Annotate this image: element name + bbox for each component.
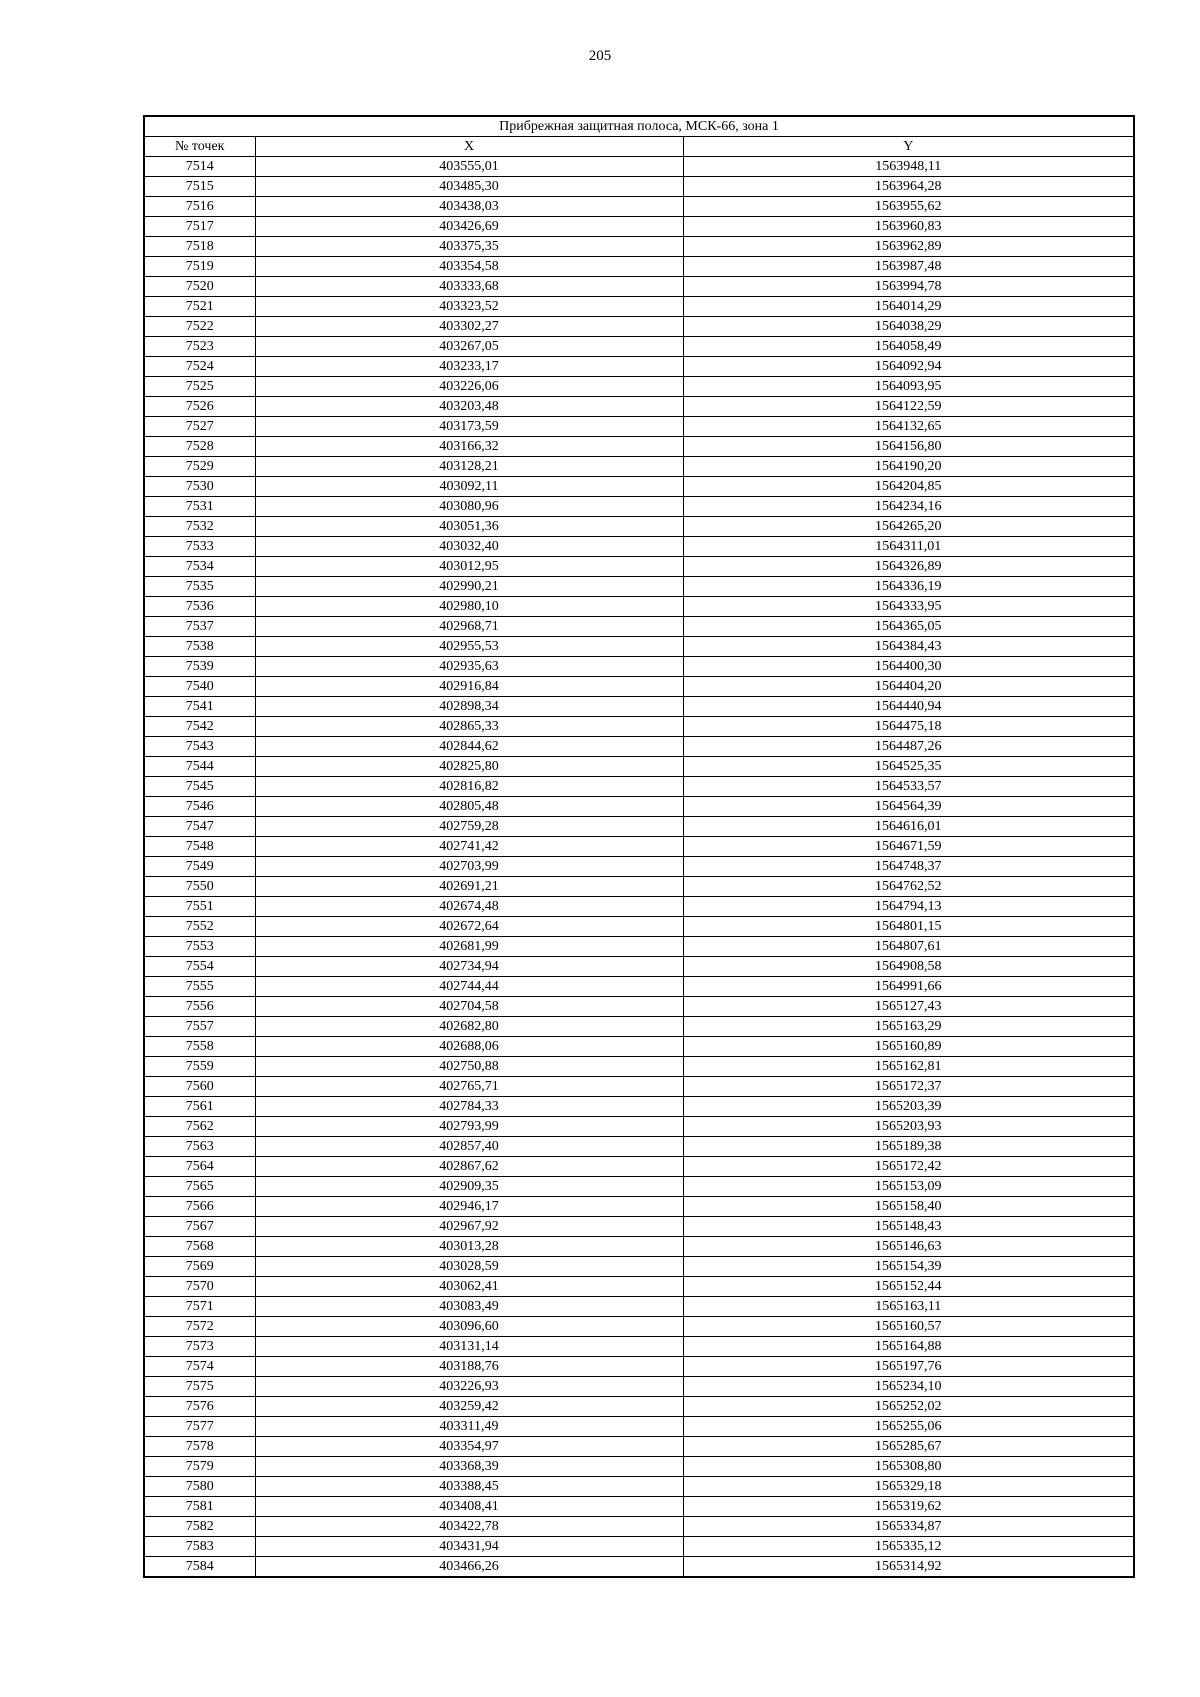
cell-point-number: 7566 <box>144 1197 255 1217</box>
cell-point-number: 7542 <box>144 717 255 737</box>
table-row <box>144 677 1134 697</box>
table-row <box>144 237 1134 257</box>
cell-point-number: 7577 <box>144 1417 255 1437</box>
cell-y: 1564671,59 <box>683 837 1134 857</box>
cell-y: 1564475,18 <box>683 717 1134 737</box>
table-row <box>144 417 1134 437</box>
cell-point-number: 7559 <box>144 1057 255 1077</box>
cell-x: 403311,49 <box>255 1417 683 1437</box>
cell-y: 1564326,89 <box>683 557 1134 577</box>
cell-x: 403233,17 <box>255 357 683 377</box>
page-number: 205 <box>588 48 612 64</box>
table-row <box>144 1077 1134 1097</box>
cell-point-number: 7543 <box>144 737 255 757</box>
table-row <box>144 997 1134 1017</box>
table-row <box>144 1237 1134 1257</box>
table-row <box>144 1437 1134 1457</box>
table-row <box>144 1537 1134 1557</box>
cell-point-number: 7580 <box>144 1477 255 1497</box>
cell-x: 402867,62 <box>255 1157 683 1177</box>
cell-y: 1564038,29 <box>683 317 1134 337</box>
cell-y: 1564014,29 <box>683 297 1134 317</box>
cell-point-number: 7526 <box>144 397 255 417</box>
cell-y: 1565234,10 <box>683 1377 1134 1397</box>
cell-point-number: 7529 <box>144 457 255 477</box>
cell-point-number: 7558 <box>144 1037 255 1057</box>
table-row <box>144 297 1134 317</box>
cell-point-number: 7516 <box>144 197 255 217</box>
cell-y: 1565146,63 <box>683 1237 1134 1257</box>
cell-point-number: 7530 <box>144 477 255 497</box>
cell-x: 402946,17 <box>255 1197 683 1217</box>
cell-point-number: 7551 <box>144 897 255 917</box>
cell-x: 402968,71 <box>255 617 683 637</box>
table-row <box>144 457 1134 477</box>
table-row <box>144 1317 1134 1337</box>
cell-x: 403375,35 <box>255 237 683 257</box>
cell-point-number: 7550 <box>144 877 255 897</box>
cell-x: 403083,49 <box>255 1297 683 1317</box>
table-row <box>144 957 1134 977</box>
table-row <box>144 1057 1134 1077</box>
cell-point-number: 7565 <box>144 1177 255 1197</box>
cell-x: 403422,78 <box>255 1517 683 1537</box>
cell-point-number: 7575 <box>144 1377 255 1397</box>
cell-x: 403080,96 <box>255 497 683 517</box>
cell-y: 1563964,28 <box>683 177 1134 197</box>
table-row <box>144 897 1134 917</box>
cell-y: 1563994,78 <box>683 277 1134 297</box>
cell-x: 403408,41 <box>255 1497 683 1517</box>
table-row <box>144 277 1134 297</box>
cell-point-number: 7554 <box>144 957 255 977</box>
cell-y: 1564122,59 <box>683 397 1134 417</box>
cell-y: 1565158,40 <box>683 1197 1134 1217</box>
cell-y: 1564204,85 <box>683 477 1134 497</box>
cell-point-number: 7572 <box>144 1317 255 1337</box>
cell-y: 1564794,13 <box>683 897 1134 917</box>
table-row <box>144 437 1134 457</box>
table-row <box>144 1557 1134 1578</box>
cell-y: 1565255,06 <box>683 1417 1134 1437</box>
cell-y: 1564564,39 <box>683 797 1134 817</box>
cell-y: 1565203,93 <box>683 1117 1134 1137</box>
cell-y: 1564801,15 <box>683 917 1134 937</box>
cell-y: 1565285,67 <box>683 1437 1134 1457</box>
table-row <box>144 337 1134 357</box>
table-row <box>144 717 1134 737</box>
cell-y: 1564311,01 <box>683 537 1134 557</box>
table-row <box>144 797 1134 817</box>
cell-point-number: 7576 <box>144 1397 255 1417</box>
table-row <box>144 1217 1134 1237</box>
table-row <box>144 177 1134 197</box>
cell-x: 403128,21 <box>255 457 683 477</box>
cell-point-number: 7583 <box>144 1537 255 1557</box>
cell-x: 403388,45 <box>255 1477 683 1497</box>
cell-x: 403166,32 <box>255 437 683 457</box>
cell-y: 1564156,80 <box>683 437 1134 457</box>
cell-x: 403426,69 <box>255 217 683 237</box>
cell-y: 1564440,94 <box>683 697 1134 717</box>
table-row <box>144 197 1134 217</box>
cell-point-number: 7525 <box>144 377 255 397</box>
cell-x: 402955,53 <box>255 637 683 657</box>
cell-x: 403368,39 <box>255 1457 683 1477</box>
cell-point-number: 7517 <box>144 217 255 237</box>
cell-point-number: 7520 <box>144 277 255 297</box>
table-row <box>144 837 1134 857</box>
cell-x: 402741,42 <box>255 837 683 857</box>
table-row <box>144 537 1134 557</box>
cell-y: 1564336,19 <box>683 577 1134 597</box>
table-row <box>144 1117 1134 1137</box>
cell-point-number: 7519 <box>144 257 255 277</box>
cell-y: 1564234,16 <box>683 497 1134 517</box>
coordinates-table <box>143 115 1135 1578</box>
table-row <box>144 1037 1134 1057</box>
table-row <box>144 1377 1134 1397</box>
cell-y: 1564762,52 <box>683 877 1134 897</box>
table-row <box>144 1397 1134 1417</box>
cell-x: 402805,48 <box>255 797 683 817</box>
table-row <box>144 1497 1134 1517</box>
cell-point-number: 7539 <box>144 657 255 677</box>
cell-y: 1565152,44 <box>683 1277 1134 1297</box>
cell-x: 403302,27 <box>255 317 683 337</box>
cell-point-number: 7561 <box>144 1097 255 1117</box>
table-row <box>144 397 1134 417</box>
cell-y: 1564132,65 <box>683 417 1134 437</box>
cell-y: 1565172,37 <box>683 1077 1134 1097</box>
cell-point-number: 7528 <box>144 437 255 457</box>
cell-point-number: 7564 <box>144 1157 255 1177</box>
cell-point-number: 7533 <box>144 537 255 557</box>
cell-y: 1565319,62 <box>683 1497 1134 1517</box>
cell-point-number: 7581 <box>144 1497 255 1517</box>
table-row <box>144 1177 1134 1197</box>
cell-x: 403431,94 <box>255 1537 683 1557</box>
cell-point-number: 7552 <box>144 917 255 937</box>
table-row <box>144 497 1134 517</box>
cell-x: 403438,03 <box>255 197 683 217</box>
cell-x: 403028,59 <box>255 1257 683 1277</box>
cell-y: 1565334,87 <box>683 1517 1134 1537</box>
cell-y: 1565163,29 <box>683 1017 1134 1037</box>
table-row <box>144 317 1134 337</box>
cell-y: 1564404,20 <box>683 677 1134 697</box>
table-row <box>144 1477 1134 1497</box>
cell-y: 1563955,62 <box>683 197 1134 217</box>
cell-x: 402909,35 <box>255 1177 683 1197</box>
cell-point-number: 7579 <box>144 1457 255 1477</box>
cell-point-number: 7556 <box>144 997 255 1017</box>
cell-x: 403013,28 <box>255 1237 683 1257</box>
cell-x: 403354,58 <box>255 257 683 277</box>
cell-x: 403555,01 <box>255 157 683 177</box>
cell-y: 1565197,76 <box>683 1357 1134 1377</box>
cell-point-number: 7573 <box>144 1337 255 1357</box>
cell-x: 402750,88 <box>255 1057 683 1077</box>
cell-y: 1565162,81 <box>683 1057 1134 1077</box>
cell-point-number: 7555 <box>144 977 255 997</box>
table-row <box>144 1097 1134 1117</box>
table-row <box>144 757 1134 777</box>
cell-point-number: 7549 <box>144 857 255 877</box>
cell-x: 402672,64 <box>255 917 683 937</box>
table-caption: Прибрежная защитная полоса, МСК-66, зона 1 <box>144 116 1134 137</box>
table-body <box>144 157 1134 1578</box>
table-row <box>144 937 1134 957</box>
cell-x: 402844,62 <box>255 737 683 757</box>
table-row <box>144 1157 1134 1177</box>
cell-x: 403259,42 <box>255 1397 683 1417</box>
cell-point-number: 7584 <box>144 1557 255 1578</box>
cell-y: 1565164,88 <box>683 1337 1134 1357</box>
cell-x: 403323,52 <box>255 297 683 317</box>
cell-point-number: 7540 <box>144 677 255 697</box>
cell-x: 403012,95 <box>255 557 683 577</box>
cell-point-number: 7568 <box>144 1237 255 1257</box>
cell-y: 1564058,49 <box>683 337 1134 357</box>
cell-point-number: 7569 <box>144 1257 255 1277</box>
cell-x: 402967,92 <box>255 1217 683 1237</box>
table-row <box>144 557 1134 577</box>
cell-y: 1564807,61 <box>683 937 1134 957</box>
cell-point-number: 7523 <box>144 337 255 357</box>
cell-x: 402682,80 <box>255 1017 683 1037</box>
cell-y: 1564991,66 <box>683 977 1134 997</box>
cell-y: 1565308,80 <box>683 1457 1134 1477</box>
cell-y: 1564908,58 <box>683 957 1134 977</box>
cell-y: 1564400,30 <box>683 657 1134 677</box>
cell-x: 403131,14 <box>255 1337 683 1357</box>
cell-x: 402857,40 <box>255 1137 683 1157</box>
cell-point-number: 7531 <box>144 497 255 517</box>
table-row <box>144 597 1134 617</box>
cell-point-number: 7574 <box>144 1357 255 1377</box>
cell-y: 1564365,05 <box>683 617 1134 637</box>
cell-point-number: 7514 <box>144 157 255 177</box>
cell-point-number: 7571 <box>144 1297 255 1317</box>
cell-y: 1564092,94 <box>683 357 1134 377</box>
table-row <box>144 917 1134 937</box>
cell-x: 402674,48 <box>255 897 683 917</box>
table-row <box>144 1417 1134 1437</box>
table-header-row <box>144 137 1134 157</box>
table-row <box>144 697 1134 717</box>
cell-y: 1565160,57 <box>683 1317 1134 1337</box>
table-row <box>144 1337 1134 1357</box>
cell-point-number: 7537 <box>144 617 255 637</box>
cell-x: 403092,11 <box>255 477 683 497</box>
cell-y: 1565252,02 <box>683 1397 1134 1417</box>
table-row <box>144 817 1134 837</box>
table-row <box>144 477 1134 497</box>
table-row <box>144 977 1134 997</box>
cell-x: 402990,21 <box>255 577 683 597</box>
cell-point-number: 7553 <box>144 937 255 957</box>
cell-y: 1563962,89 <box>683 237 1134 257</box>
cell-y: 1565153,09 <box>683 1177 1134 1197</box>
cell-point-number: 7547 <box>144 817 255 837</box>
cell-x: 403051,36 <box>255 517 683 537</box>
table-row <box>144 637 1134 657</box>
cell-y: 1565329,18 <box>683 1477 1134 1497</box>
cell-x: 402898,34 <box>255 697 683 717</box>
cell-x: 402935,63 <box>255 657 683 677</box>
cell-point-number: 7578 <box>144 1437 255 1457</box>
table-row <box>144 1517 1134 1537</box>
cell-y: 1564265,20 <box>683 517 1134 537</box>
table-row <box>144 1277 1134 1297</box>
table-row <box>144 857 1134 877</box>
cell-y: 1565203,39 <box>683 1097 1134 1117</box>
cell-y: 1565335,12 <box>683 1537 1134 1557</box>
cell-y: 1565160,89 <box>683 1037 1134 1057</box>
cell-y: 1564333,95 <box>683 597 1134 617</box>
cell-y: 1564525,35 <box>683 757 1134 777</box>
header-x: X <box>255 137 683 157</box>
cell-x: 403032,40 <box>255 537 683 557</box>
cell-x: 402765,71 <box>255 1077 683 1097</box>
cell-point-number: 7541 <box>144 697 255 717</box>
table-row <box>144 517 1134 537</box>
cell-point-number: 7544 <box>144 757 255 777</box>
cell-y: 1564093,95 <box>683 377 1134 397</box>
cell-y: 1565148,43 <box>683 1217 1134 1237</box>
cell-point-number: 7562 <box>144 1117 255 1137</box>
cell-point-number: 7557 <box>144 1017 255 1037</box>
table-row <box>144 377 1134 397</box>
cell-point-number: 7518 <box>144 237 255 257</box>
table-row <box>144 357 1134 377</box>
cell-point-number: 7535 <box>144 577 255 597</box>
cell-y: 1564533,57 <box>683 777 1134 797</box>
table-row <box>144 777 1134 797</box>
cell-point-number: 7524 <box>144 357 255 377</box>
cell-x: 402681,99 <box>255 937 683 957</box>
cell-x: 403485,30 <box>255 177 683 197</box>
table-row <box>144 217 1134 237</box>
cell-x: 402816,82 <box>255 777 683 797</box>
cell-x: 402703,99 <box>255 857 683 877</box>
table-caption-row <box>144 116 1134 137</box>
cell-x: 402734,94 <box>255 957 683 977</box>
cell-y: 1564616,01 <box>683 817 1134 837</box>
cell-x: 403226,06 <box>255 377 683 397</box>
cell-x: 403062,41 <box>255 1277 683 1297</box>
cell-x: 402980,10 <box>255 597 683 617</box>
table-row <box>144 1297 1134 1317</box>
table-row <box>144 1357 1134 1377</box>
cell-x: 402784,33 <box>255 1097 683 1117</box>
cell-point-number: 7548 <box>144 837 255 857</box>
table-row <box>144 577 1134 597</box>
cell-x: 403267,05 <box>255 337 683 357</box>
table-row <box>144 877 1134 897</box>
table-row <box>144 257 1134 277</box>
cell-point-number: 7582 <box>144 1517 255 1537</box>
cell-point-number: 7567 <box>144 1217 255 1237</box>
cell-point-number: 7563 <box>144 1137 255 1157</box>
cell-y: 1565154,39 <box>683 1257 1134 1277</box>
cell-x: 403173,59 <box>255 417 683 437</box>
cell-x: 402744,44 <box>255 977 683 997</box>
cell-point-number: 7534 <box>144 557 255 577</box>
cell-point-number: 7527 <box>144 417 255 437</box>
cell-y: 1564384,43 <box>683 637 1134 657</box>
cell-point-number: 7522 <box>144 317 255 337</box>
cell-point-number: 7536 <box>144 597 255 617</box>
cell-point-number: 7560 <box>144 1077 255 1097</box>
cell-y: 1563987,48 <box>683 257 1134 277</box>
cell-x: 403203,48 <box>255 397 683 417</box>
cell-y: 1565127,43 <box>683 997 1134 1017</box>
cell-x: 403096,60 <box>255 1317 683 1337</box>
table-row <box>144 657 1134 677</box>
table-row <box>144 1017 1134 1037</box>
cell-y: 1564748,37 <box>683 857 1134 877</box>
cell-y: 1563948,11 <box>683 157 1134 177</box>
cell-x: 403333,68 <box>255 277 683 297</box>
table-row <box>144 617 1134 637</box>
cell-point-number: 7545 <box>144 777 255 797</box>
cell-point-number: 7570 <box>144 1277 255 1297</box>
table-row <box>144 157 1134 177</box>
table-row <box>144 1137 1134 1157</box>
cell-point-number: 7546 <box>144 797 255 817</box>
cell-x: 403188,76 <box>255 1357 683 1377</box>
cell-y: 1564487,26 <box>683 737 1134 757</box>
cell-x: 402825,80 <box>255 757 683 777</box>
cell-x: 403354,97 <box>255 1437 683 1457</box>
table-row <box>144 1257 1134 1277</box>
cell-point-number: 7515 <box>144 177 255 197</box>
header-point-number: № точек <box>144 137 255 157</box>
cell-point-number: 7538 <box>144 637 255 657</box>
cell-x: 403226,93 <box>255 1377 683 1397</box>
table-row <box>144 1197 1134 1217</box>
cell-y: 1564190,20 <box>683 457 1134 477</box>
table-row <box>144 1457 1134 1477</box>
cell-x: 402704,58 <box>255 997 683 1017</box>
header-y: Y <box>683 137 1134 157</box>
table-row <box>144 737 1134 757</box>
cell-x: 402865,33 <box>255 717 683 737</box>
cell-point-number: 7532 <box>144 517 255 537</box>
cell-x: 402793,99 <box>255 1117 683 1137</box>
cell-point-number: 7521 <box>144 297 255 317</box>
cell-y: 1565189,38 <box>683 1137 1134 1157</box>
cell-y: 1565163,11 <box>683 1297 1134 1317</box>
cell-x: 402688,06 <box>255 1037 683 1057</box>
cell-x: 402691,21 <box>255 877 683 897</box>
cell-x: 403466,26 <box>255 1557 683 1578</box>
cell-x: 402759,28 <box>255 817 683 837</box>
cell-y: 1565172,42 <box>683 1157 1134 1177</box>
cell-x: 402916,84 <box>255 677 683 697</box>
cell-y: 1565314,92 <box>683 1557 1134 1578</box>
cell-y: 1563960,83 <box>683 217 1134 237</box>
